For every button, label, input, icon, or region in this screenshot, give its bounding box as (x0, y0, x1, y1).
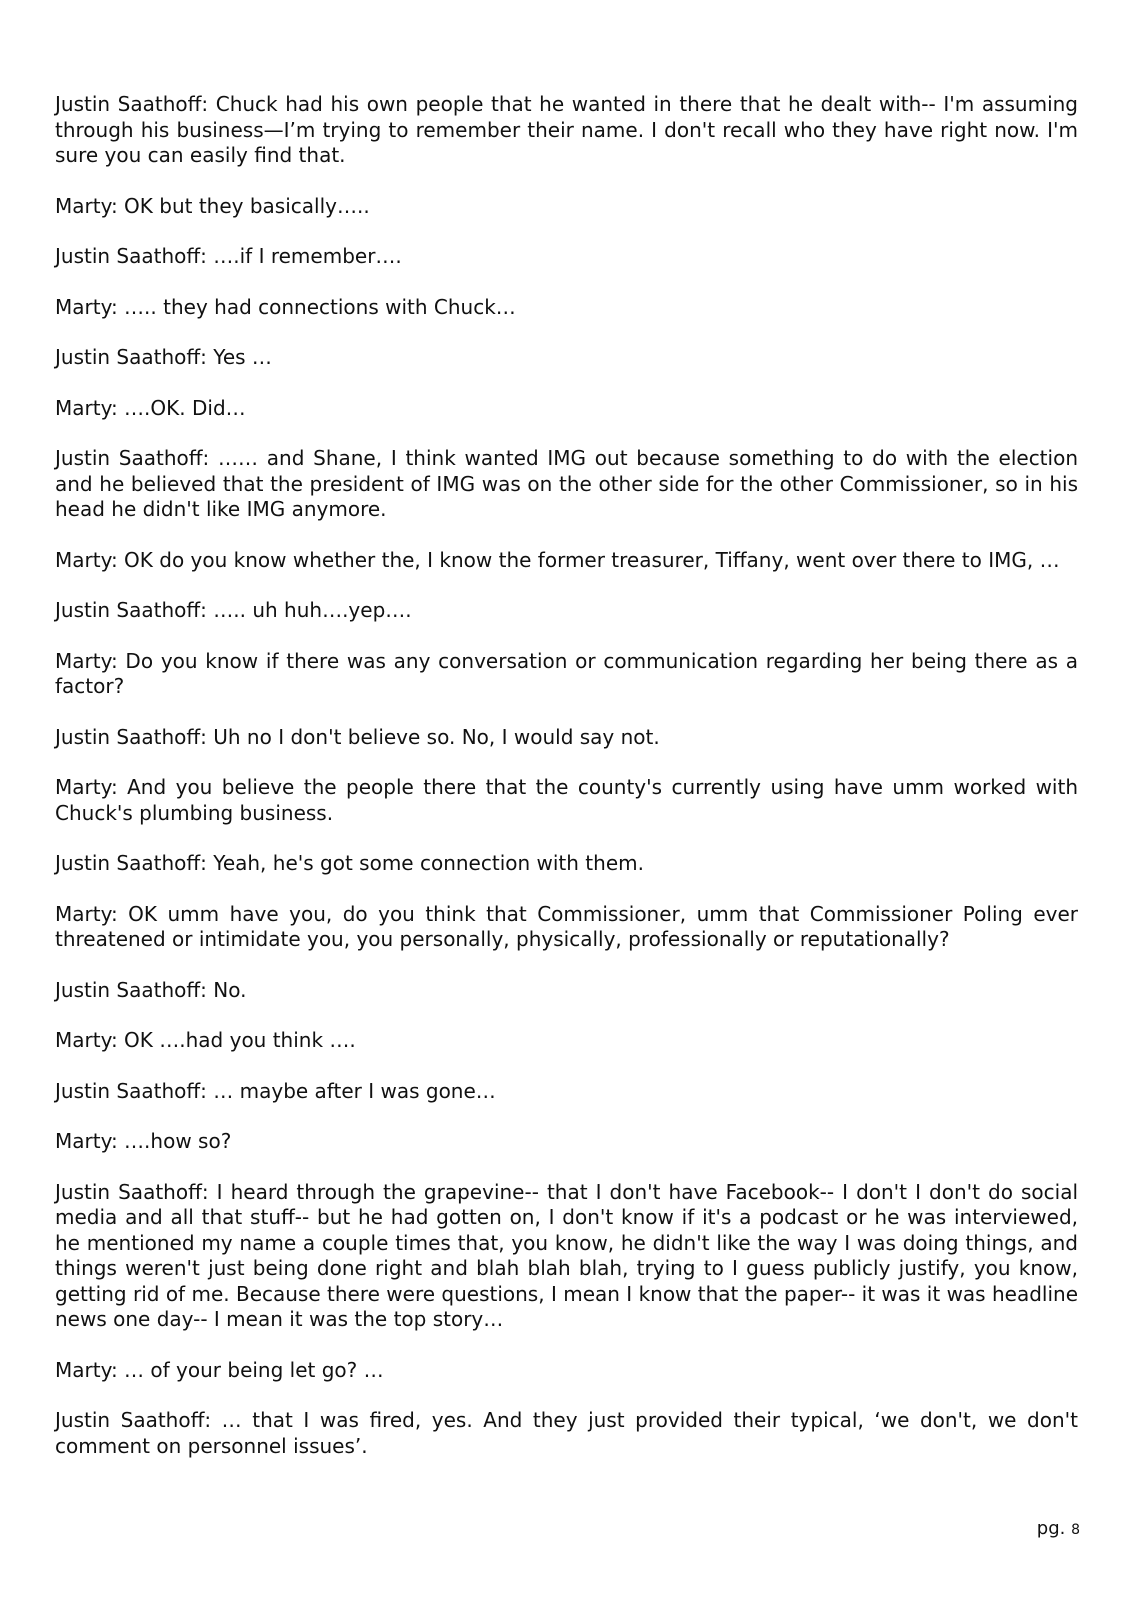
page-number: 8 (1071, 1522, 1080, 1538)
transcript-paragraph: Justin Saathoff: Yeah, he's got some connection with them. (55, 851, 644, 875)
transcript-paragraph: Justin Saathoff: Chuck had his own people that he wanted in there that he dealt with-- I'm assuming through his business—I’m trying to remember their name. I don't recall who they have right now. I'm sure you can easily find that. (55, 92, 1078, 167)
transcript-paragraph: Marty: ….. they had connections with Chuck… (55, 294, 516, 319)
transcript-paragraph: Marty: OK do you know whether the, I know the former treasurer, Tiffany, went over there to IMG, … (55, 547, 1060, 572)
transcript-page (55, 92, 1078, 1484)
transcript-paragraph: Justin Saathoff: Yes … (55, 345, 272, 369)
transcript-paragraph: Marty: OK umm have you, do you think that Commissioner, umm that Commissioner Poling ever threatened or intimidate you, you personally, physically, professionally or reputationally? (55, 901, 1078, 951)
transcript-paragraph: Justin Saathoff: … that I was fired, yes. And they just provided their typical, ‘we don't, we don't comment on personnel issues’. (55, 1408, 1078, 1458)
transcript-paragraph: Justin Saathoff: I heard through the grapevine-- that I don't have Facebook-- I don't I don't do social media and all that stuff-- but he had gotten on, I don't know if it's a podcast or he was interviewed, he mentioned my name a couple times that, you know, he didn't like the way I was doing things, and things weren't just being done right and blah blah blah, trying to I guess publicly justify, you know, getting rid of me. Because there were questions, I mean I know that the paper-- it was it was headline news one day-- I mean it was the top story… (55, 1179, 1078, 1331)
transcript-paragraph: Marty: OK ….had you think …. (55, 1028, 356, 1052)
transcript-paragraph: Justin Saathoff: ….if I remember…. (55, 244, 402, 268)
transcript-paragraph: Marty: … of your being let go? … (55, 1357, 384, 1382)
transcript-paragraph: Justin Saathoff: No. (55, 977, 247, 1002)
transcript-paragraph: Marty: ….how so? (55, 1129, 232, 1153)
transcript-paragraph: Marty: And you believe the people there that the county's currently using have umm worked with Chuck's plumbing business. (55, 775, 1078, 825)
transcript-paragraph: Marty: OK but they basically….. (55, 193, 370, 218)
page-footer (1037, 1518, 1080, 1541)
transcript-paragraph: Justin Saathoff: …… and Shane, I think wanted IMG out because something to do with the election and he believed that the president of IMG was on the other side for the other Commissioner, so in his head he didn't like IMG anymore. (55, 446, 1078, 521)
transcript-paragraph: Marty: Do you know if there was any conversation or communication regarding her being there as a factor? (55, 648, 1078, 698)
page-label: pg. (1036, 1518, 1066, 1539)
transcript-paragraph: Justin Saathoff: Uh no I don't believe so. No, I would say not. (55, 724, 660, 749)
transcript-paragraph: Justin Saathoff: ….. uh huh….yep…. (55, 598, 412, 622)
transcript-paragraph: Justin Saathoff: … maybe after I was gone… (55, 1078, 496, 1103)
transcript-paragraph: Marty: ….OK. Did… (55, 395, 246, 420)
